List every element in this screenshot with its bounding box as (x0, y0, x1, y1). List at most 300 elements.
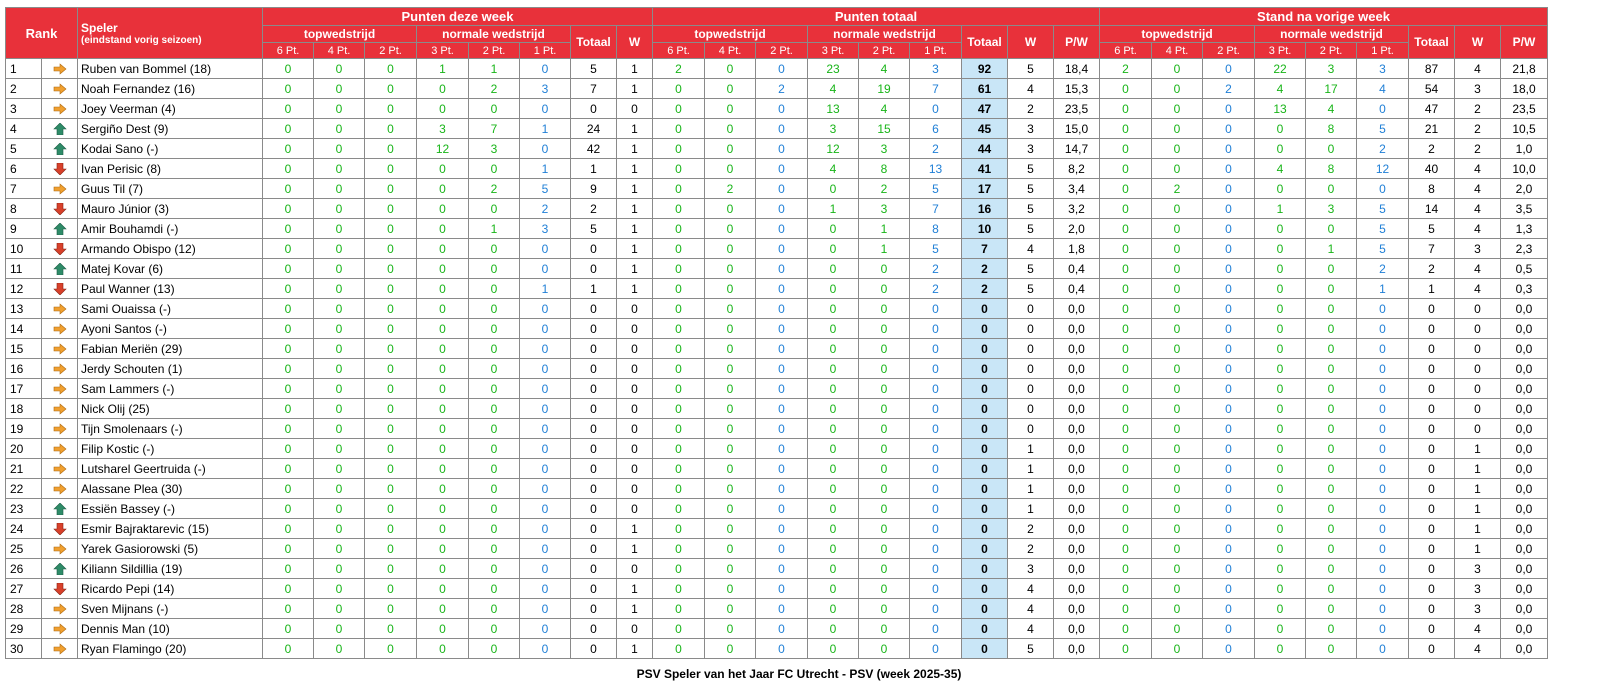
prev-cell: 0 (1255, 139, 1306, 159)
week-cell: 0 (263, 99, 314, 119)
total-cell: 3,4 (1054, 179, 1100, 199)
week-cell: 0 (417, 219, 469, 239)
prev-cell: 0 (1100, 479, 1152, 499)
prev-cell: 0 (1306, 139, 1357, 159)
prev-cell: 8 (1306, 119, 1357, 139)
week-cell: 1 (617, 599, 653, 619)
week-cell: 0 (365, 199, 417, 219)
total-cell: 4 (808, 79, 859, 99)
prev-cell: 0 (1409, 439, 1455, 459)
prev-cell: 0 (1152, 79, 1203, 99)
prev-cell: 0 (1152, 559, 1203, 579)
total-cell: 0 (808, 519, 859, 539)
prev-cell: 1 (1455, 459, 1501, 479)
prev-cell: 0 (1203, 259, 1255, 279)
week-cell: 0 (263, 399, 314, 419)
prev-cell: 0 (1357, 519, 1409, 539)
pt-header: 1 Pt. (910, 43, 962, 59)
week-cell: 1 (617, 159, 653, 179)
prev-cell: 0 (1203, 599, 1255, 619)
prev-cell: 0 (1306, 279, 1357, 299)
total-cell: 0 (910, 559, 962, 579)
player-name: Armando Obispo (12) (78, 239, 263, 259)
week-cell: 0 (520, 579, 571, 599)
prev-cell: 0 (1409, 459, 1455, 479)
trend-cell (42, 499, 78, 519)
week-cell: 0 (365, 399, 417, 419)
week-cell: 0 (417, 439, 469, 459)
total-cell: 0 (859, 619, 910, 639)
table-caption: PSV Speler van het Jaar FC Utrecht - PSV (week 2025-35) (636, 667, 962, 681)
week-cell: 0 (365, 339, 417, 359)
total-cell: 0 (756, 199, 808, 219)
prev-cell: 4 (1455, 219, 1501, 239)
rank-cell: 23 (6, 499, 42, 519)
week-cell: 0 (469, 499, 520, 519)
prev-cell: 8 (1409, 179, 1455, 199)
total-cell: 0,0 (1054, 379, 1100, 399)
trend-cell (42, 219, 78, 239)
prev-cell: 0 (1203, 119, 1255, 139)
week-cell: 0 (365, 119, 417, 139)
trend-cell (42, 639, 78, 659)
total-cell: 1 (1008, 499, 1054, 519)
week-cell: 1 (617, 519, 653, 539)
player-name: Ryan Flamingo (20) (78, 639, 263, 659)
prev-cell: 13 (1255, 99, 1306, 119)
week-cell: 0 (314, 519, 365, 539)
table-row (6, 519, 1548, 539)
prev-cell: 0 (1152, 119, 1203, 139)
total-cell: 0 (705, 259, 756, 279)
prev-cell: 0 (1203, 619, 1255, 639)
total-cell: 0 (756, 399, 808, 419)
prev-cell: 3 (1306, 199, 1357, 219)
week-cell: 7 (571, 79, 617, 99)
player-name: Matej Kovar (6) (78, 259, 263, 279)
total-cell: 23 (808, 59, 859, 79)
week-cell: 0 (417, 339, 469, 359)
total-points-cell: 0 (962, 319, 1008, 339)
week-cell: 1 (617, 639, 653, 659)
arrow-down-icon (53, 282, 67, 296)
total-cell: 0,0 (1054, 619, 1100, 639)
trend-cell (42, 479, 78, 499)
table-row (6, 139, 1548, 159)
week-cell: 1 (617, 539, 653, 559)
rank-cell: 11 (6, 259, 42, 279)
total-cell: 0,0 (1054, 559, 1100, 579)
prev-cell: 21 (1409, 119, 1455, 139)
player-name: Alassane Plea (30) (78, 479, 263, 499)
week-cell: 0 (469, 419, 520, 439)
prev-cell: 0 (1152, 239, 1203, 259)
prev-cell: 1 (1409, 279, 1455, 299)
week-cell: 1 (617, 239, 653, 259)
prev-cell: 0 (1357, 179, 1409, 199)
total-cell: 0 (808, 399, 859, 419)
total-cell: 0 (705, 459, 756, 479)
pt-header: 2 Pt. (365, 43, 417, 59)
week-cell: 0 (520, 299, 571, 319)
week-cell: 0 (469, 619, 520, 639)
week-cell: 0 (417, 259, 469, 279)
week-cell: 0 (417, 399, 469, 419)
week-cell: 0 (571, 239, 617, 259)
prev-cell: 5 (1409, 219, 1455, 239)
total-cell: 0 (653, 579, 705, 599)
total-cell: 0 (1008, 379, 1054, 399)
topwedstrijd-header-total: topwedstrijd (653, 26, 808, 43)
week-cell: 0 (365, 179, 417, 199)
total-cell: 0 (653, 239, 705, 259)
total-points-cell: 0 (962, 379, 1008, 399)
total-cell: 0 (808, 299, 859, 319)
prev-cell: 4 (1455, 259, 1501, 279)
total-points-cell: 0 (962, 339, 1008, 359)
week-cell: 3 (520, 219, 571, 239)
prev-cell: 0 (1100, 639, 1152, 659)
week-cell: 0 (314, 439, 365, 459)
total-cell: 0 (653, 519, 705, 539)
total-cell: 0 (808, 179, 859, 199)
week-cell: 0 (571, 559, 617, 579)
week-cell: 0 (469, 539, 520, 559)
total-cell: 0 (859, 599, 910, 619)
week-cell: 0 (263, 539, 314, 559)
prev-cell: 0,5 (1501, 259, 1548, 279)
arrow-up-icon (53, 502, 67, 516)
prev-cell: 0 (1255, 379, 1306, 399)
total-cell: 0 (705, 439, 756, 459)
rank-cell: 16 (6, 359, 42, 379)
total-cell: 0 (808, 339, 859, 359)
week-cell: 0 (263, 639, 314, 659)
prev-cell: 4 (1306, 99, 1357, 119)
w-header-week: W (617, 26, 653, 59)
week-cell: 1 (417, 59, 469, 79)
total-cell: 0 (653, 279, 705, 299)
week-cell: 0 (469, 519, 520, 539)
week-cell: 12 (417, 139, 469, 159)
total-cell: 5 (1008, 199, 1054, 219)
prev-cell: 2 (1455, 99, 1501, 119)
week-cell: 5 (571, 59, 617, 79)
week-cell: 0 (365, 319, 417, 339)
total-cell: 0,0 (1054, 599, 1100, 619)
total-points-cell: 0 (962, 439, 1008, 459)
week-cell: 0 (417, 379, 469, 399)
week-cell: 0 (365, 159, 417, 179)
total-points-cell: 10 (962, 219, 1008, 239)
prev-cell: 0 (1409, 319, 1455, 339)
total-cell: 0,0 (1054, 299, 1100, 319)
total-cell: 0 (859, 559, 910, 579)
week-cell: 0 (314, 539, 365, 559)
total-cell: 0,0 (1054, 399, 1100, 419)
total-cell: 0 (705, 359, 756, 379)
week-cell: 0 (469, 239, 520, 259)
rank-cell: 14 (6, 319, 42, 339)
week-cell: 0 (263, 379, 314, 399)
prev-cell: 0 (1306, 479, 1357, 499)
total-cell: 0 (910, 539, 962, 559)
prev-cell: 0 (1203, 299, 1255, 319)
week-cell: 0 (365, 259, 417, 279)
week-cell: 0 (520, 539, 571, 559)
normale-header-week: normale wedstrijd (417, 26, 571, 43)
total-cell: 0,0 (1054, 359, 1100, 379)
total-cell: 0 (756, 119, 808, 139)
rank-cell: 21 (6, 459, 42, 479)
week-cell: 0 (263, 619, 314, 639)
total-points-cell: 0 (962, 539, 1008, 559)
prev-cell: 1 (1455, 519, 1501, 539)
week-cell: 0 (571, 459, 617, 479)
table-row (6, 219, 1548, 239)
prev-cell: 0 (1306, 359, 1357, 379)
week-cell: 0 (617, 319, 653, 339)
table-row (6, 419, 1548, 439)
total-cell: 0 (859, 439, 910, 459)
total-points-cell: 0 (962, 299, 1008, 319)
total-cell: 0 (756, 539, 808, 559)
total-cell: 0 (653, 219, 705, 239)
week-cell: 0 (365, 539, 417, 559)
total-cell: 2 (859, 179, 910, 199)
total-cell: 0 (705, 219, 756, 239)
prev-cell: 0 (1255, 499, 1306, 519)
prev-cell: 0 (1409, 559, 1455, 579)
trend-cell (42, 359, 78, 379)
week-cell: 0 (417, 639, 469, 659)
arrow-right-icon (53, 62, 67, 76)
week-cell: 0 (365, 99, 417, 119)
total-cell: 4 (1008, 599, 1054, 619)
total-cell: 0 (910, 459, 962, 479)
prev-cell: 0 (1203, 339, 1255, 359)
total-points-cell: 7 (962, 239, 1008, 259)
week-cell: 0 (263, 599, 314, 619)
prev-cell: 0 (1306, 639, 1357, 659)
arrow-up-icon (53, 222, 67, 236)
total-cell: 0 (808, 419, 859, 439)
totaal-header-week: Totaal (571, 26, 617, 59)
total-cell: 0 (653, 379, 705, 399)
total-cell: 0 (1008, 319, 1054, 339)
total-cell: 3,2 (1054, 199, 1100, 219)
total-cell: 0,0 (1054, 419, 1100, 439)
week-cell: 1 (617, 279, 653, 299)
total-points-cell: 0 (962, 559, 1008, 579)
trend-cell (42, 119, 78, 139)
total-cell: 0 (1008, 399, 1054, 419)
prev-cell: 0 (1409, 339, 1455, 359)
week-cell: 0 (617, 399, 653, 419)
prev-cell: 0 (1409, 599, 1455, 619)
week-cell: 0 (263, 259, 314, 279)
total-cell: 0 (705, 599, 756, 619)
total-cell: 12 (808, 139, 859, 159)
total-cell: 13 (910, 159, 962, 179)
prev-cell: 0 (1100, 319, 1152, 339)
total-points-cell: 2 (962, 259, 1008, 279)
prev-cell: 0 (1100, 519, 1152, 539)
total-cell: 0 (756, 159, 808, 179)
table-row (6, 319, 1548, 339)
prev-cell: 4 (1455, 199, 1501, 219)
week-cell: 0 (314, 79, 365, 99)
week-cell: 0 (263, 419, 314, 439)
week-cell: 0 (469, 99, 520, 119)
prev-cell: 1 (1455, 499, 1501, 519)
prev-cell: 14 (1409, 199, 1455, 219)
total-cell: 0 (756, 499, 808, 519)
player-name: Nick Olij (25) (78, 399, 263, 419)
rank-cell: 2 (6, 79, 42, 99)
week-cell: 1 (469, 219, 520, 239)
total-cell: 2 (756, 79, 808, 99)
total-cell: 0 (859, 459, 910, 479)
total-cell: 0 (653, 79, 705, 99)
week-cell: 0 (314, 399, 365, 419)
total-cell: 0 (808, 279, 859, 299)
prev-cell: 0 (1306, 339, 1357, 359)
trend-cell (42, 159, 78, 179)
total-cell: 0 (705, 539, 756, 559)
total-cell: 0 (653, 299, 705, 319)
prev-cell: 0 (1152, 279, 1203, 299)
total-cell: 0 (653, 399, 705, 419)
total-cell: 0 (859, 319, 910, 339)
prev-cell: 0 (1255, 359, 1306, 379)
player-name: Ayoni Santos (-) (78, 319, 263, 339)
total-cell: 5 (1008, 279, 1054, 299)
week-cell: 0 (417, 519, 469, 539)
total-cell: 0 (910, 639, 962, 659)
arrow-right-icon (53, 442, 67, 456)
total-cell: 0 (705, 399, 756, 419)
total-cell: 0 (653, 179, 705, 199)
total-cell: 1 (1008, 439, 1054, 459)
total-cell: 0 (808, 319, 859, 339)
prev-cell: 0 (1255, 639, 1306, 659)
week-cell: 3 (469, 139, 520, 159)
total-cell: 0 (808, 499, 859, 519)
week-cell: 0 (365, 479, 417, 499)
week-cell: 0 (571, 579, 617, 599)
prev-cell: 2 (1357, 139, 1409, 159)
prev-cell: 0 (1306, 459, 1357, 479)
week-cell: 0 (365, 599, 417, 619)
prev-cell: 0 (1203, 59, 1255, 79)
prev-cell: 0 (1100, 199, 1152, 219)
total-cell: 0 (705, 239, 756, 259)
week-cell: 0 (263, 559, 314, 579)
week-cell: 0 (617, 419, 653, 439)
week-cell: 0 (263, 439, 314, 459)
prev-cell: 0 (1203, 479, 1255, 499)
total-cell: 0 (653, 619, 705, 639)
week-cell: 0 (469, 259, 520, 279)
prev-cell: 17 (1306, 79, 1357, 99)
total-cell: 4 (1008, 79, 1054, 99)
total-points-cell: 16 (962, 199, 1008, 219)
total-points-cell: 0 (962, 579, 1008, 599)
prev-cell: 0 (1409, 299, 1455, 319)
rank-cell: 29 (6, 619, 42, 639)
week-cell: 0 (469, 399, 520, 419)
prev-cell: 0 (1255, 399, 1306, 419)
trend-cell (42, 619, 78, 639)
prev-cell: 5 (1357, 119, 1409, 139)
trend-cell (42, 59, 78, 79)
prev-cell: 0 (1203, 359, 1255, 379)
rank-cell: 30 (6, 639, 42, 659)
total-cell: 3 (808, 119, 859, 139)
prev-cell: 0 (1100, 259, 1152, 279)
prev-cell: 0 (1152, 579, 1203, 599)
total-cell: 0 (705, 379, 756, 399)
total-cell: 6 (910, 119, 962, 139)
player-name: Dennis Man (10) (78, 619, 263, 639)
prev-cell: 0 (1255, 239, 1306, 259)
table-row (6, 439, 1548, 459)
prev-cell: 0 (1152, 539, 1203, 559)
total-cell: 0,0 (1054, 479, 1100, 499)
prev-cell: 0 (1203, 539, 1255, 559)
week-cell: 0 (520, 399, 571, 419)
total-cell: 23,5 (1054, 99, 1100, 119)
week-cell: 0 (520, 419, 571, 439)
table-row (6, 599, 1548, 619)
total-cell: 0 (653, 99, 705, 119)
week-cell: 1 (617, 219, 653, 239)
total-cell: 0 (756, 339, 808, 359)
pw-header-total: P/W (1054, 26, 1100, 59)
prev-cell: 5 (1357, 219, 1409, 239)
total-cell: 4 (808, 159, 859, 179)
prev-cell: 0 (1409, 579, 1455, 599)
prev-cell: 0 (1152, 499, 1203, 519)
prev-cell: 0 (1100, 299, 1152, 319)
week-cell: 0 (469, 599, 520, 619)
week-cell: 1 (520, 279, 571, 299)
week-cell: 0 (365, 219, 417, 239)
player-name: Sergiño Dest (9) (78, 119, 263, 139)
prev-cell: 0,0 (1501, 379, 1548, 399)
week-cell: 1 (617, 259, 653, 279)
total-cell: 0 (756, 599, 808, 619)
total-cell: 0 (756, 639, 808, 659)
total-cell: 15 (859, 119, 910, 139)
prev-cell: 0 (1100, 119, 1152, 139)
prev-cell: 1,3 (1501, 219, 1548, 239)
total-cell: 0 (756, 359, 808, 379)
prev-cell: 0 (1152, 639, 1203, 659)
total-cell: 0 (808, 479, 859, 499)
player-name: Kodai Sano (-) (78, 139, 263, 159)
total-cell: 0 (705, 479, 756, 499)
total-points-cell: 61 (962, 79, 1008, 99)
arrow-down-icon (53, 162, 67, 176)
week-cell: 0 (571, 259, 617, 279)
total-cell: 0 (653, 139, 705, 159)
week-cell: 0 (365, 279, 417, 299)
rank-cell: 12 (6, 279, 42, 299)
total-cell: 0 (705, 619, 756, 639)
table-row (6, 79, 1548, 99)
